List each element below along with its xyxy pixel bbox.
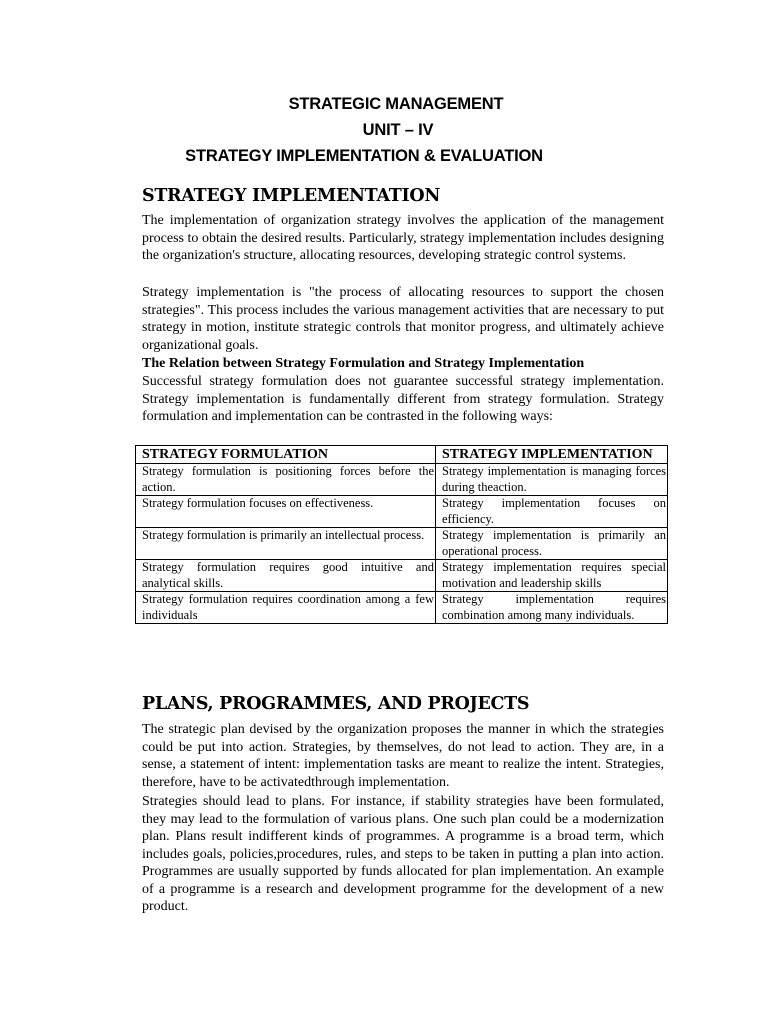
column-header: STRATEGY IMPLEMENTATION: [436, 446, 668, 464]
table-cell: Strategy implementation requires special motivation and leadership skills: [436, 560, 668, 592]
table-cell: Strategy implementation is primarily an operational process.: [436, 528, 668, 560]
table-header-row: [136, 446, 668, 464]
unit-title: UNIT – IV: [362, 121, 434, 139]
table-cell: Strategy implementation requires combination among many individuals.: [436, 592, 668, 624]
paragraph: The implementation of organization strategy involves the application of the management process to obtain the desired results. Particularly, strategy implementation includes designing the organization's structure, allocating resources, developing strategic control systems.: [142, 213, 664, 263]
course-title: STRATEGIC MANAGEMENT: [288, 95, 504, 113]
table-row: [136, 560, 668, 592]
table-cell: Strategy formulation is positioning forces before the action.: [136, 464, 436, 496]
paragraph: Strategy implementation is "the process of allocating resources to support the chosen strategies". This process includes the various management activities that are necessary to put strategy in motion, institute strategic controls that monitor progress, and ultimately achieve organizational goals.: [142, 285, 664, 353]
table-row: [136, 464, 668, 496]
subheading-relation: The Relation between Strategy Formulation and Strategy Implementation: [142, 356, 585, 371]
unit-subtitle: STRATEGY IMPLEMENTATION & EVALUATION: [185, 147, 543, 165]
table-cell: Strategy formulation requires coordination among a few individuals: [136, 592, 436, 624]
section-heading-plans: PLANS, PROGRAMMES, AND PROJECTS: [142, 694, 530, 714]
paragraph: Strategies should lead to plans. For instance, if stability strategies have been formulated, they may lead to the formulation of various plans. One such plan could be a modernization plan. Plans result indifferent kinds of programmes. A programme is a broad term, which includes goals, policies,procedures, rules, and steps to be taken in putting a plan into action. Programmes are usually supported by funds allocated for plan implementation. An example of a programme is a research and development programme for the development of a new product.: [142, 794, 664, 914]
comparison-table: [135, 445, 668, 624]
table-row: [136, 528, 668, 560]
table-cell: Strategy formulation focuses on effectiveness.: [136, 496, 436, 528]
table-row: [136, 496, 668, 528]
table-cell: Strategy formulation requires good intuitive and analytical skills.: [136, 560, 436, 592]
table-cell: Strategy implementation focuses on efficiency.: [436, 496, 668, 528]
paragraph: Successful strategy formulation does not guarantee successful strategy implementation. Strategy implementation is fundamentally different from strategy formulation. Strategy formulation and implementation can be contrasted in the following ways:: [142, 374, 664, 424]
section-heading-strategy-implementation: STRATEGY IMPLEMENTATION: [142, 186, 441, 206]
column-header: STRATEGY FORMULATION: [136, 446, 436, 464]
paragraph: The strategic plan devised by the organization proposes the manner in which the strategies could be put into action. Strategies, by themselves, do not lead to action. They are, in a sense, a statement of intent: implementation tasks are meant to realize the intent. Strategies, therefore, have to be activatedthrough implementation.: [142, 722, 664, 790]
table-cell: Strategy formulation is primarily an intellectual process.: [136, 528, 436, 560]
table-row: [136, 592, 668, 624]
table-cell: Strategy implementation is managing forces during theaction.: [436, 464, 668, 496]
